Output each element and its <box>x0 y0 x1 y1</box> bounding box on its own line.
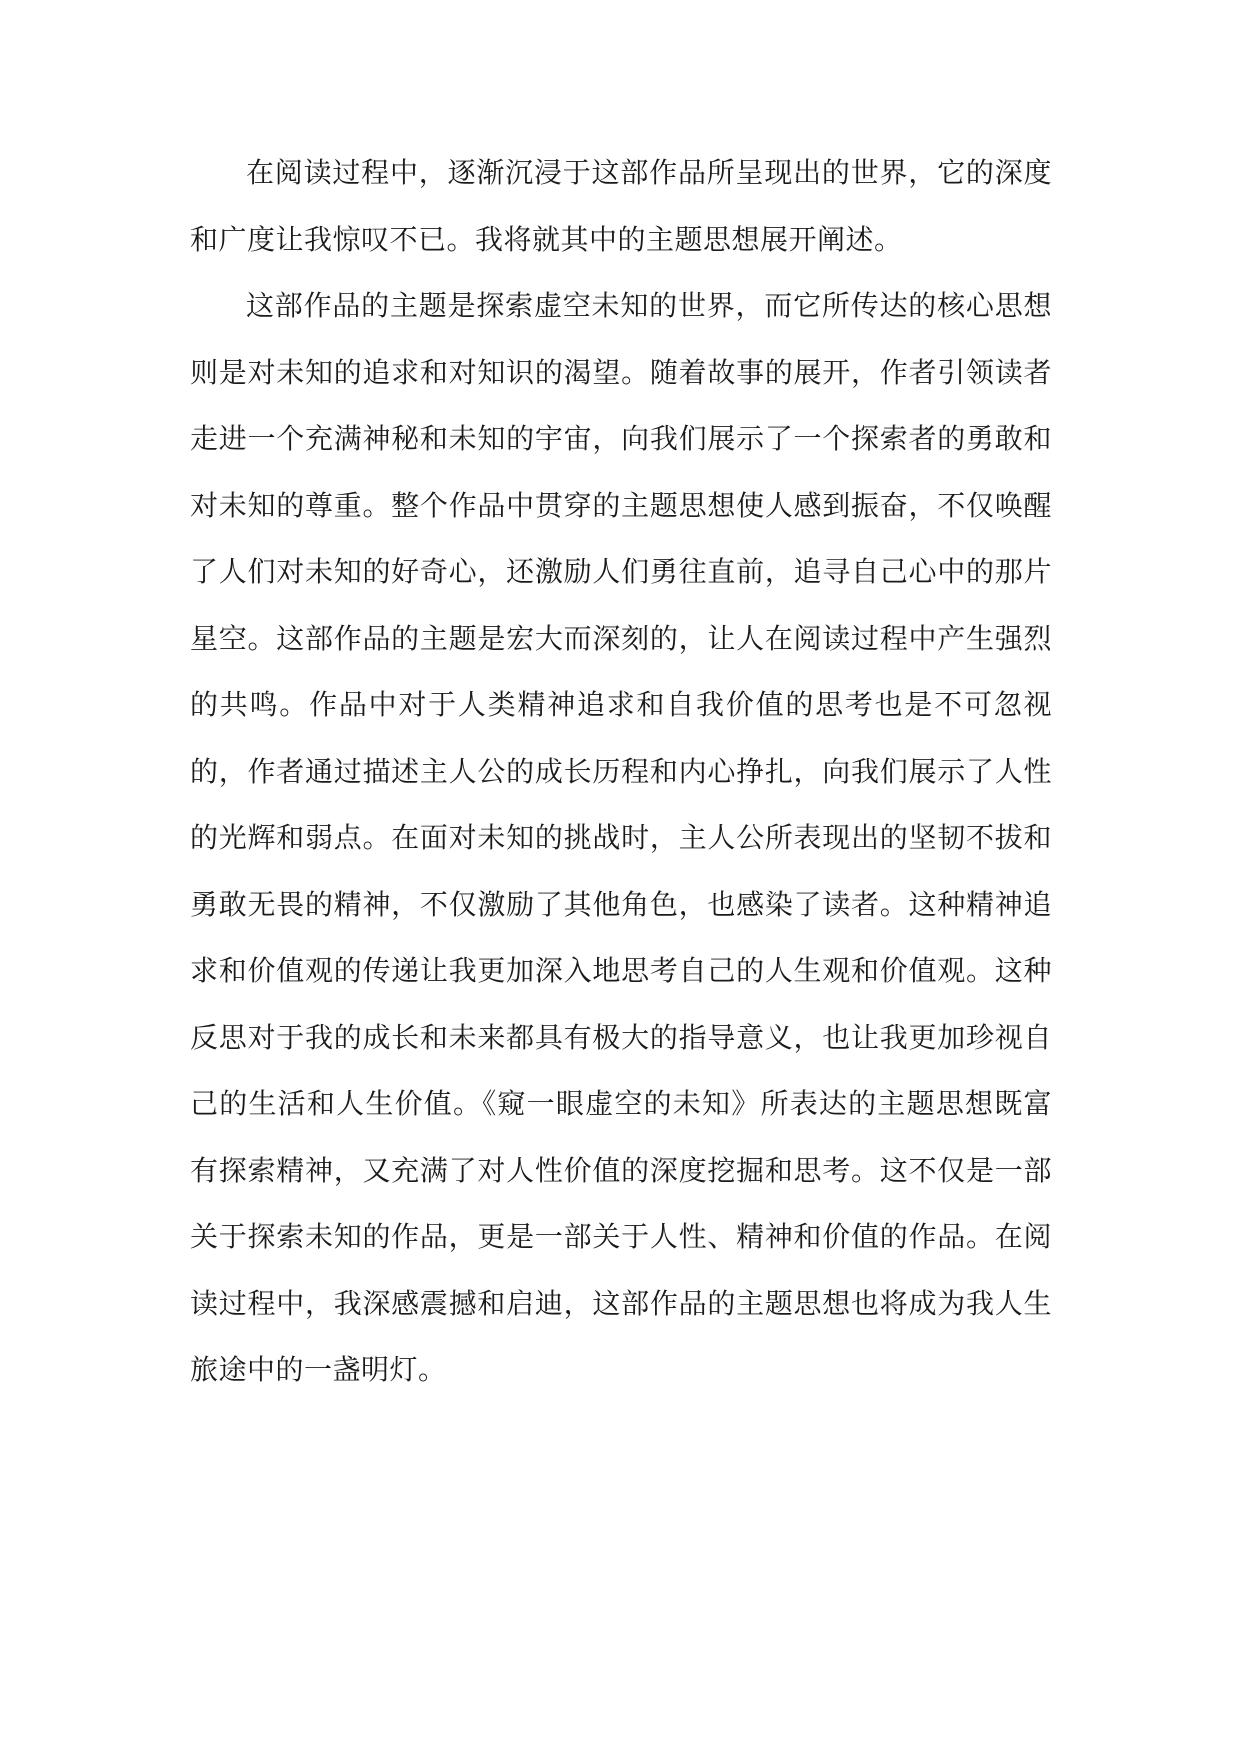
document-body <box>190 140 1052 1404</box>
paragraph-theme: 这部作品的主题是探索虚空未知的世界，而它所传达的核心思想则是对未知的追求和对知识的渴望。随着故事的展开，作者引领读者走进一个充满神秘和未知的宇宙，向我们展示了一个探索者的勇敢和对未知的尊重。整个作品中贯穿的主题思想使人感到振奋，不仅唤醒了人们对未知的好奇心，还激励人们勇往直前，追寻自己心中的那片星空。这部作品的主题是宏大而深刻的，让人在阅读过程中产生强烈的共鸣。作品中对于人类精神追求和自我价值的思考也是不可忽视的，作者通过描述主人公的成长历程和内心挣扎，向我们展示了人性的光辉和弱点。在面对未知的挑战时，主人公所表现出的坚韧不拔和勇敢无畏的精神，不仅激励了其他角色，也感染了读者。这种精神追求和价值观的传递让我更加深入地思考自己的人生观和价值观。这种反思对于我的成长和未来都具有极大的指导意义，也让我更加珍视自己的生活和人生价值。《窥一眼虚空的未知》所表达的主题思想既富有探索精神，又充满了对人性价值的深度挖掘和思考。这不仅是一部关于探索未知的作品，更是一部关于人性、精神和价值的作品。在阅读过程中，我深感震撼和启迪，这部作品的主题思想也将成为我人生旅途中的一盏明灯。 <box>190 289 1052 1386</box>
paragraph-intro: 在阅读过程中，逐渐沉浸于这部作品所呈现出的世界，它的深度和广度让我惊叹不已。我将就其中的主题思想展开阐述。 <box>190 156 1052 256</box>
